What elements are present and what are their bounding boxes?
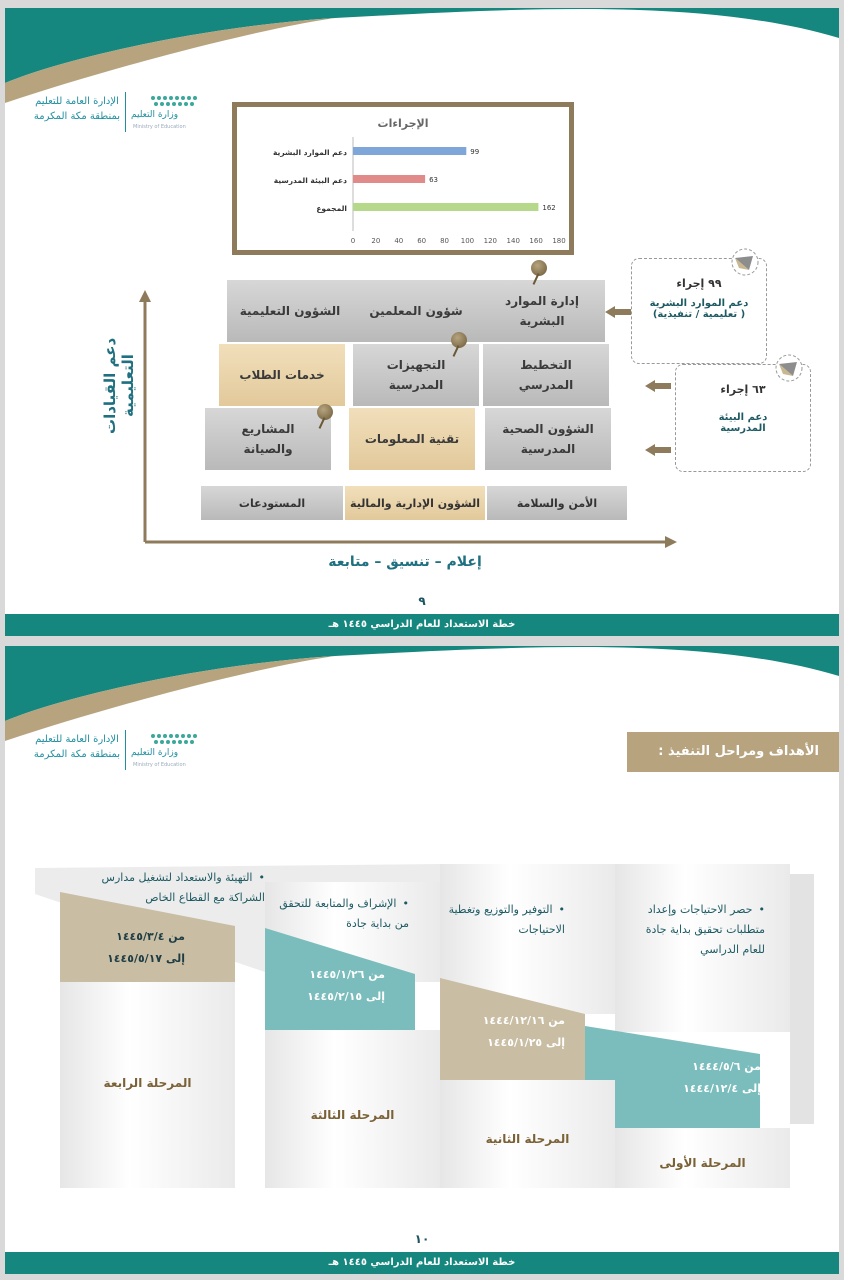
ministry-name-en: Ministry of Education <box>133 124 186 130</box>
x-tick-label: 20 <box>371 237 381 245</box>
x-tick-label: 80 <box>440 237 450 245</box>
phase-2-label: المرحلة الثانية <box>485 1132 570 1146</box>
ministry-logo <box>33 88 203 138</box>
phase-1-dates <box>625 1056 761 1100</box>
category-label: المجموع <box>316 204 347 213</box>
x-tick-label: 180 <box>552 237 566 245</box>
data-label: 162 <box>542 204 556 212</box>
x-tick-label: 100 <box>460 237 475 245</box>
callout-env-line1: دعم البيئة <box>718 412 768 423</box>
x-tick-label: 140 <box>506 237 520 245</box>
cell-educational-affairs: الشؤون التعليمية <box>227 280 353 342</box>
data-label: 63 <box>429 176 439 184</box>
x-tick-label: 160 <box>529 237 543 245</box>
x-tick-label: 120 <box>483 237 498 245</box>
ministry-name: وزارة التعليم <box>131 748 179 758</box>
data-label: 99 <box>470 148 480 156</box>
arrow-left-icon <box>605 306 631 318</box>
phase-2-to: إلى ١٤٤٥/١/٢٥ <box>487 1036 565 1049</box>
page-9 <box>5 8 839 636</box>
org-line2: بمنطقة مكة المكرمة <box>33 111 121 122</box>
ministry-logo <box>33 726 203 776</box>
phase-4-label: المرحلة الرابعة <box>103 1076 192 1090</box>
org-line2: بمنطقة مكة المكرمة <box>33 749 121 760</box>
org-line1: الإدارة العامة للتعليم <box>35 734 119 745</box>
base-admin-finance: الشؤون الإدارية والمالية <box>345 486 485 520</box>
phase-1-label: المرحلة الأولى <box>659 1156 746 1170</box>
arrow-left-icon <box>645 380 671 392</box>
base-safety: الأمن والسلامة <box>487 486 627 520</box>
chart-title: الإجراءات <box>377 117 429 130</box>
arrow-left-icon <box>645 444 671 456</box>
logo-dots-icon <box>149 732 199 746</box>
category-label: دعم البيئة المدرسية <box>273 176 347 185</box>
box-icon <box>727 248 763 276</box>
phase-4-dates <box>65 926 185 970</box>
base-warehouses: المستودعات <box>201 486 343 520</box>
goal-2 <box>445 900 565 940</box>
bar <box>353 175 425 183</box>
phase-3-label: المرحلة الثالثة <box>310 1108 395 1122</box>
phase-4-to: إلى ١٤٤٥/٥/١٧ <box>107 952 185 965</box>
phase-2-dates <box>435 1010 565 1054</box>
callout-hr-count: ٩٩ إجراء <box>676 277 722 290</box>
footer: خطة الاستعداد للعام الدراسي ١٤٤٥ هـ <box>5 1252 839 1274</box>
pin-icon <box>451 332 467 348</box>
callout-hr-line1: دعم الموارد البشرية <box>649 298 749 309</box>
chart-svg <box>237 107 569 250</box>
callout-env-count: ٦٣ إجراء <box>720 383 766 396</box>
cell-school-equipment: التجهيزات المدرسية <box>353 344 479 406</box>
goal-3 <box>275 894 409 934</box>
page-10 <box>5 646 839 1274</box>
ministry-name-en: Ministry of Education <box>133 762 186 768</box>
y-axis-label: دعم القيادات التعليمية <box>101 337 137 435</box>
pin-icon <box>317 404 333 420</box>
goal-1 <box>627 900 765 960</box>
x-tick-label: 40 <box>394 237 404 245</box>
cell-it: تقنية المعلومات <box>349 408 475 470</box>
cell-school-planning: التخطيط المدرسي <box>483 344 609 406</box>
ministry-name: وزارة التعليم <box>131 110 179 120</box>
goal-4 <box>65 868 265 908</box>
footer: خطة الاستعداد للعام الدراسي ١٤٤٥ هـ <box>5 614 839 636</box>
x-tick-label: 0 <box>350 237 356 245</box>
cell-hr-management: إدارة الموارد البشرية <box>479 280 605 342</box>
goal-3-text: • الإشراف والمتابعة للتحقق من بداية جادة <box>279 897 409 930</box>
goal-2-text: • التوفير والتوزيع وتغطية الاحتياجات <box>449 903 565 936</box>
box-icon <box>771 354 807 382</box>
cell-teacher-affairs: شؤون المعلمين <box>353 280 479 342</box>
bar <box>353 203 538 211</box>
page-number: ١٠ <box>414 1232 430 1246</box>
cell-projects-maintenance: المشاريع والصيانة <box>205 408 331 470</box>
phase-1-from: من ١٤٤٤/٥/٦ <box>692 1060 761 1073</box>
callout-env-line2: المدرسية <box>720 423 766 434</box>
cell-school-health: الشؤون الصحية المدرسية <box>485 408 611 470</box>
phase-3-to: إلى ١٤٤٥/٢/١٥ <box>307 990 385 1003</box>
bar <box>353 147 466 155</box>
page-number: ٩ <box>418 594 426 608</box>
phase-3-dates <box>265 964 385 1008</box>
org-line1: الإدارة العامة للتعليم <box>35 96 119 107</box>
goal-4-text: • التهيئة والاستعداد لتشغيل مدارس الشراكة مع القطاع الخاص <box>102 871 265 904</box>
goal-1-text: • حصر الاحتياجات وإعداد متطلبات تحقيق بداية جادة للعام الدراسي <box>646 903 765 956</box>
pin-icon <box>531 260 547 276</box>
phase-1-to: إلى ١٤٤٤/١٢/٤ <box>683 1082 761 1095</box>
section-title: الأهداف ومراحل التنفيذ : <box>627 732 839 772</box>
phase-3-from: من ١٤٤٥/١/٢٦ <box>309 968 385 981</box>
callout-hr-line2: ( تعليمية / تنفيذية) <box>652 309 746 320</box>
phase-4-from: من ١٤٤٥/٣/٤ <box>116 930 185 943</box>
x-axis-label: إعلام – تنسيق – متابعة <box>328 554 482 570</box>
procedures-chart <box>232 102 574 255</box>
x-tick-label: 60 <box>417 237 427 245</box>
cell-student-services: خدمات الطلاب <box>219 344 345 406</box>
logo-dots-icon <box>149 94 199 108</box>
category-label: دعم الموارد البشرية <box>272 148 347 157</box>
phase-2-from: من ١٤٤٤/١٢/١٦ <box>482 1014 565 1027</box>
